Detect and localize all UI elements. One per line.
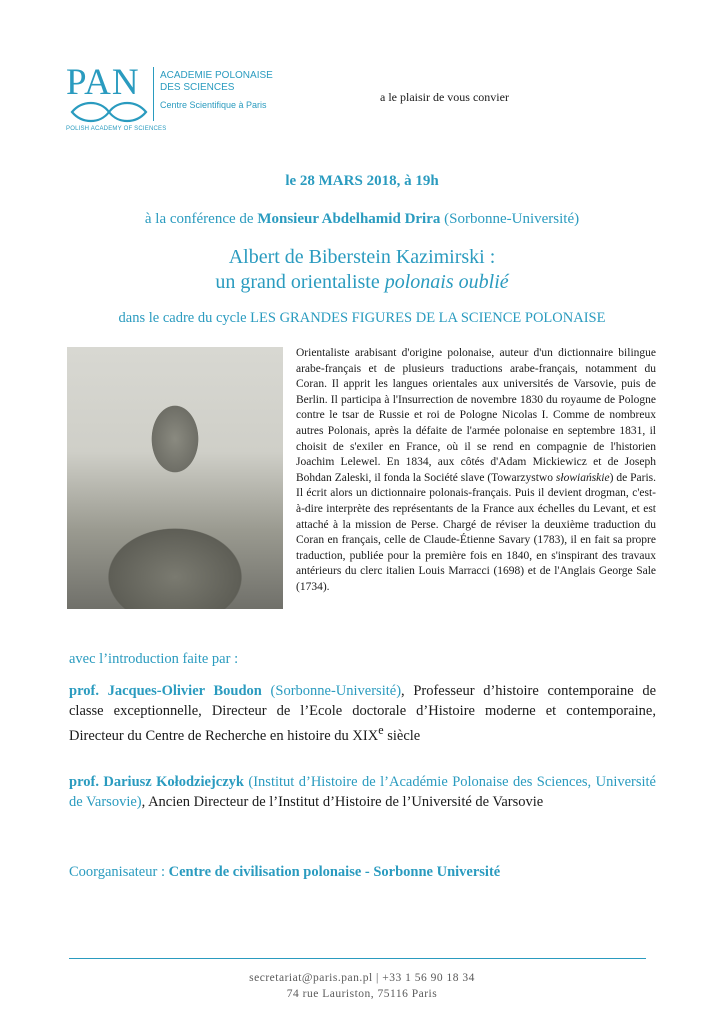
bust-photo bbox=[67, 347, 283, 609]
lecture-line bbox=[0, 211, 724, 228]
invite-text: a le plaisir de vous convier bbox=[380, 90, 509, 104]
person-name: prof. Dariusz Kołodziejczyk bbox=[69, 774, 244, 790]
title-line-2: un grand orientaliste bbox=[215, 271, 385, 293]
person-affiliation: (Sorbonne-Université) bbox=[261, 683, 402, 699]
logo-line-1: ACADEMIE POLONAISE bbox=[160, 70, 273, 81]
person-description: , Ancien Directeur de l’Institut d’Histoire de l’Université de Varsovie bbox=[141, 793, 544, 810]
bio-part-2: ) de Paris. Il écrit alors un dictionnaire polonais-français. Puis il devient drogman, c'est-à-dire interprète des représentants de la France aux échelles du Levant, et est attaché à la mission de Perse. Chargé de réviser la deuxième traduction du Coran en français, celle de Claude-Étienne Savary (1783), il en fait sa propre traduction, publiée pour la première fois en 1840, en s'inspirant des travaux antérieurs du clerc italien Louis Marracci (1698) et de l'Anglais George Sale (1734). bbox=[296, 471, 656, 593]
coorganizer bbox=[69, 864, 500, 881]
person-sup: e bbox=[378, 723, 384, 738]
logo-line-3: Centre Scientifique à Paris bbox=[160, 100, 267, 110]
lecture-title bbox=[0, 245, 724, 295]
logo-line-2: DES SCIENCES bbox=[160, 82, 235, 93]
infinity-logo-icon bbox=[66, 98, 152, 126]
person-boudon bbox=[69, 682, 656, 747]
person-description: , Professeur d’histoire contemporaine de classe exceptionnelle, Directeur de l’Ecole doctorale d’Histoire moderne et contemporaine, Directeur du Centre de Recherche en histoire du XIX bbox=[69, 683, 657, 745]
footer-contact: secretariat@paris.pan.pl | +33 1 56 90 18 34 bbox=[249, 972, 475, 984]
title-line-2-italic: polonais oublié bbox=[384, 271, 509, 293]
intro-heading: avec l’introduction faite par : bbox=[69, 651, 239, 667]
pan-logo bbox=[66, 62, 273, 134]
coorganizer-label: Coorganisateur : bbox=[69, 864, 169, 880]
speaker-affiliation: (Sorbonne-Université) bbox=[440, 211, 580, 227]
person-description-end: siècle bbox=[383, 728, 421, 745]
title-line-1: Albert de Biberstein Kazimirski : bbox=[228, 246, 496, 268]
bio-italic: słowiańskie bbox=[555, 471, 610, 484]
logo-text bbox=[160, 70, 273, 111]
person-affiliation: (Institut d’Histoire de l’Académie Polonaise des Sciences, Université de Varsovie) bbox=[69, 774, 656, 810]
logo-pan-text: PAN bbox=[66, 62, 140, 103]
footer-divider bbox=[69, 958, 646, 959]
event-date: le 28 MARS 2018, à 19h bbox=[285, 173, 439, 189]
logo-divider bbox=[153, 67, 154, 121]
lecture-prefix: à la conférence de bbox=[144, 211, 258, 227]
bio-part-1: Orientaliste arabisant d'origine polonaise, auteur d'un dictionnaire bilingue arabe-français et de plusieurs traductions arabe-français, notamment du Coran. Il apprit les langues orientales aux universités de Varsovie, puis de Berlin. Il participa à l'Insurrection de novembre 1830 du royaume de Pologne contre le tsar de Russie et roi de Pologne Nicolas I. Comme de nombreux autres Polonais, après la défaite de l'armée polonaise en septembre 1831, il choisit de s'exiler en France, où il se rend en compagnie de l'historien Joachim Lelewel. En 1834, aux côtés d'Adam Mickiewicz et de Joseph Bohdan Zaleski, il fonda la Société slave (Towarzystwo bbox=[296, 347, 656, 484]
cycle-line: dans le cadre du cycle LES GRANDES FIGURES DE LA SCIENCE POLONAISE bbox=[118, 310, 606, 326]
person-name: prof. Jacques-Olivier Boudon bbox=[69, 683, 262, 699]
speaker-name: Monsieur Abdelhamid Drira bbox=[257, 211, 441, 227]
footer-address: 74 rue Lauriston, 75116 Paris bbox=[286, 988, 438, 1000]
logo-subtitle: POLISH ACADEMY OF SCIENCES bbox=[66, 126, 167, 132]
person-kolodziejczyk bbox=[69, 773, 656, 812]
coorganizer-value: Centre de civilisation polonaise - Sorbonne Université bbox=[168, 864, 501, 880]
biography-text bbox=[296, 346, 656, 596]
